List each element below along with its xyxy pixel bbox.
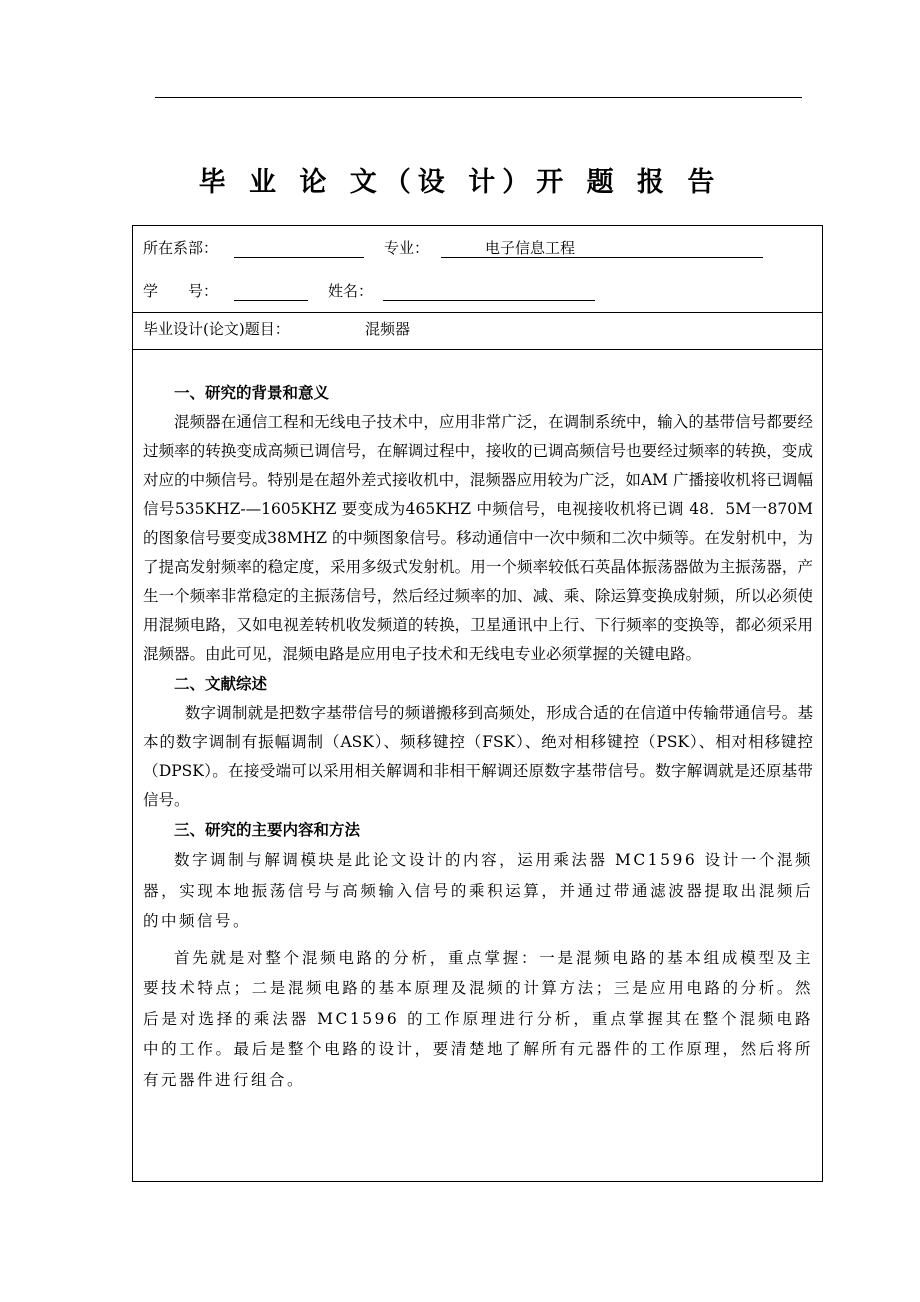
section-heading-background: 一、研究的背景和意义	[174, 384, 330, 402]
form-divider	[133, 349, 822, 350]
report-body	[143, 378, 813, 1095]
header-rule	[155, 97, 802, 98]
student-id-label: 学 号：	[143, 282, 219, 300]
department-label: 所在系部：	[143, 239, 219, 257]
name-label: 姓名：	[328, 282, 374, 300]
topic-label: 毕业设计(论文)题目：	[143, 320, 290, 338]
section-heading-literature: 二、文献综述	[174, 675, 268, 693]
department-field[interactable]	[234, 237, 364, 258]
major-label: 专业：	[384, 239, 430, 257]
major-value: 电子信息工程	[485, 239, 576, 257]
proposal-form	[132, 225, 823, 1182]
page-title: 毕 业 论 文（设 计）开 题 报 告	[198, 167, 722, 198]
topic-value: 混频器	[365, 320, 411, 338]
section-heading-methods: 三、研究的主要内容和方法	[174, 821, 361, 839]
form-divider	[133, 312, 822, 313]
paragraph-methods-2: 首先就是对整个混频电路的分析，重点掌握：一是混频电路的基本组成模型及主要技术特点；二是混频电路的基本原理及混频的计算方法；三是应用电路的分析。然后是对选择的乘法器 MC1596 的工作原理进行分析，重点掌握其在整个混频电路中的工作。最后是整个电路的设计，要清楚地了解所有元器件的工作原理，然后将所有元器件进行组合。	[143, 948, 813, 1089]
paragraph-background: 混频器在通信工程和无线电子技术中，应用非常广泛，在调制系统中，输入的基带信号都要经过频率的转换变成高频已调信号，在解调过程中，接收的已调高频信号也要经过频率的转换，变成对应的中频信号。特别是在超外差式接收机中，混频器应用较为广泛，如AM 广播接收机将已调幅信号535KHZ-—1605KHZ 要变成为465KHZ 中频信号，电视接收机将已调 48．5M一870M 的图象信号要变成38MHZ 的中频图象信号。移动通信中一次中频和二次中频等。在发射机中，为了提高发射频率的稳定度，采用多级式发射机。用一个频率较低石英晶体振荡器做为主振荡器，产生一个频率非常稳定的主振荡信号，然后经过频率的加、减、乘、除运算变换成射频，所以必须使用混频电路，又如电视差转机收发频道的转换，卫星通讯中上行、下行频率的变换等，都必须采用混频器。由此可见，混频电路是应用电子技术和无线电专业必须掌握的关键电路。	[143, 413, 813, 663]
student-id-field[interactable]	[234, 280, 308, 301]
paragraph-literature: 数字调制就是把数字基带信号的频谱搬移到高频处，形成合适的在信道中传输带通信号。基本的数字调制有振幅调制（ASK）、频移键控（FSK）、绝对相移键控（PSK）、相对相移键控（DPSK）。在接受端可以采用相关解调和非相干解调还原数字基带信号。数字解调就是还原基带信号。	[143, 704, 813, 809]
name-field[interactable]	[383, 280, 595, 301]
paragraph-methods-1: 数字调制与解调模块是此论文设计的内容，运用乘法器 MC1596 设计一个混频器，实现本地振荡信号与高频输入信号的乘积运算，并通过带通滤波器提取出混频后的中频信号。	[143, 851, 813, 930]
major-field[interactable]	[441, 237, 763, 258]
